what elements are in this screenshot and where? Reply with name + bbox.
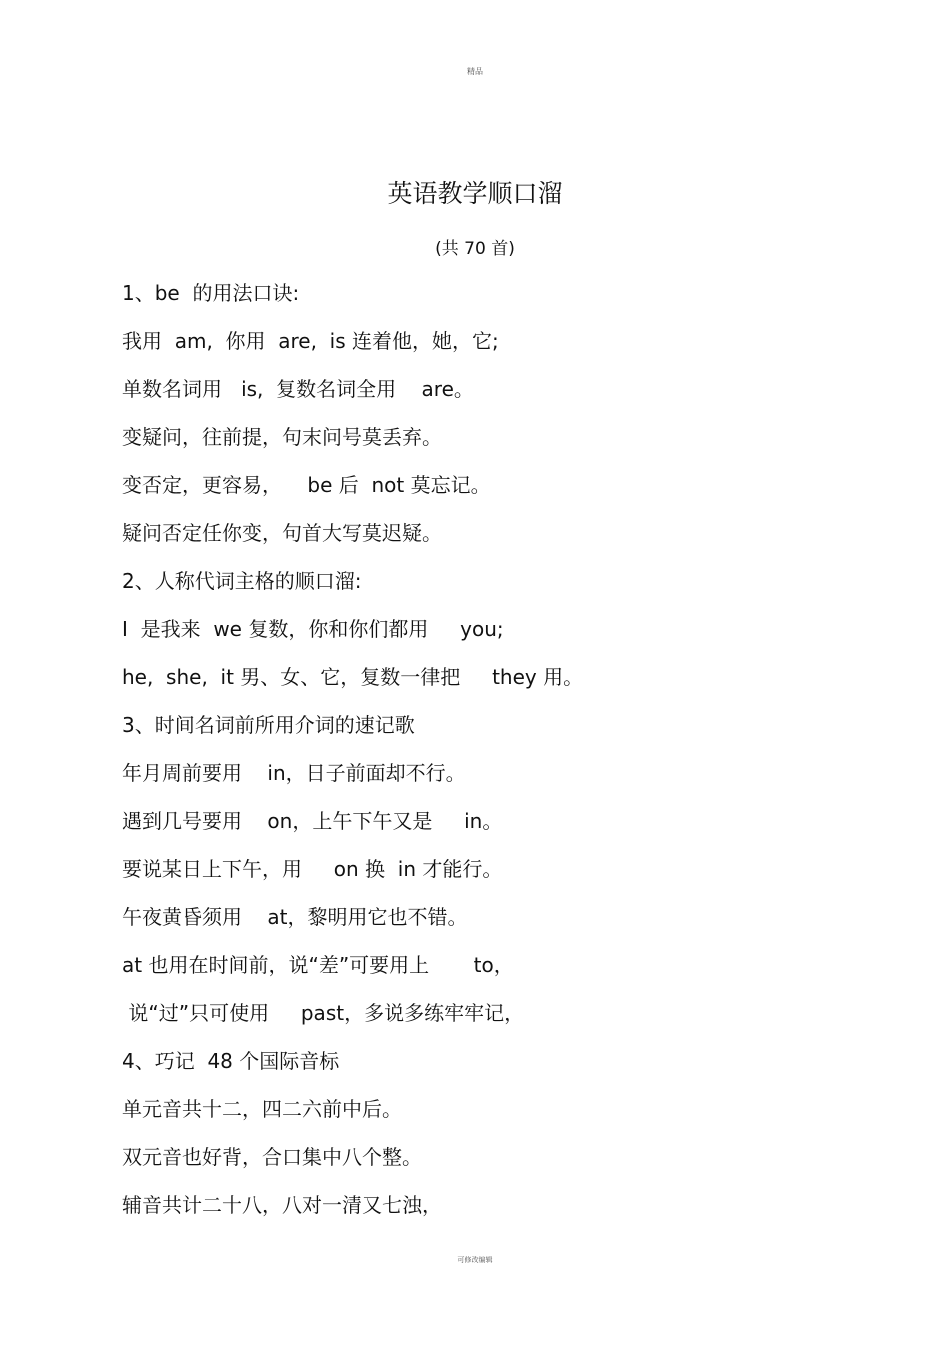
text-line: 遇到几号要用 on，上午下午又是 in。: [122, 809, 503, 833]
text-line: 单元音共十二，四二六前中后。: [122, 1097, 402, 1121]
text-line: he, she, it 男、女、它，复数一律把 they 用。: [122, 665, 584, 689]
text-line: 午夜黄昏须用 at，黎明用它也不错。: [122, 905, 468, 929]
text-line: at 也用在时间前，说“差”可要用上 to，: [122, 953, 514, 977]
text-line: 要说某日上下午，用 on 换 in 才能行。: [122, 857, 503, 881]
section-heading-be-usage: 1、be 的用法口诀:: [122, 281, 300, 305]
section-heading-pronouns: 2、人称代词主格的顺口溜:: [122, 569, 362, 593]
text-line: 双元音也好背，合口集中八个整。: [122, 1145, 422, 1169]
section-heading-time-prepositions: 3、时间名词前所用介词的速记歌: [122, 713, 415, 737]
text-line: 单数名词用 is, 复数名词全用 are。: [122, 377, 474, 401]
text-line: I 是我来 we 复数，你和你们都用 you;: [122, 617, 504, 641]
text-line: 年月周前要用 in，日子前面却不行。: [122, 761, 466, 785]
document-body: [122, 280, 862, 1240]
text-line: 变否定，更容易， be 后 not 莫忘记。: [122, 473, 491, 497]
section-heading-phonetics: 4、巧记 48 个国际音标: [122, 1049, 340, 1073]
text-line: 说“过”只可使用 past，多说多练牢牢记，: [122, 1001, 525, 1025]
document-title: 英语教学顺口溜: [387, 179, 563, 208]
text-line: 我用 am, 你用 are, is 连着他，她，它;: [122, 329, 499, 353]
footer-watermark: 可修改编辑: [457, 1256, 493, 1264]
header-watermark: 精品: [467, 67, 483, 76]
text-line: 疑问否定任你变，句首大写莫迟疑。: [122, 521, 442, 545]
text-line: 变疑问，往前提，句末问号莫丢弃。: [122, 425, 442, 449]
text-line: 辅音共计二十八，八对一清又七浊，: [122, 1193, 442, 1217]
document-subtitle: (共 70 首): [435, 239, 515, 259]
